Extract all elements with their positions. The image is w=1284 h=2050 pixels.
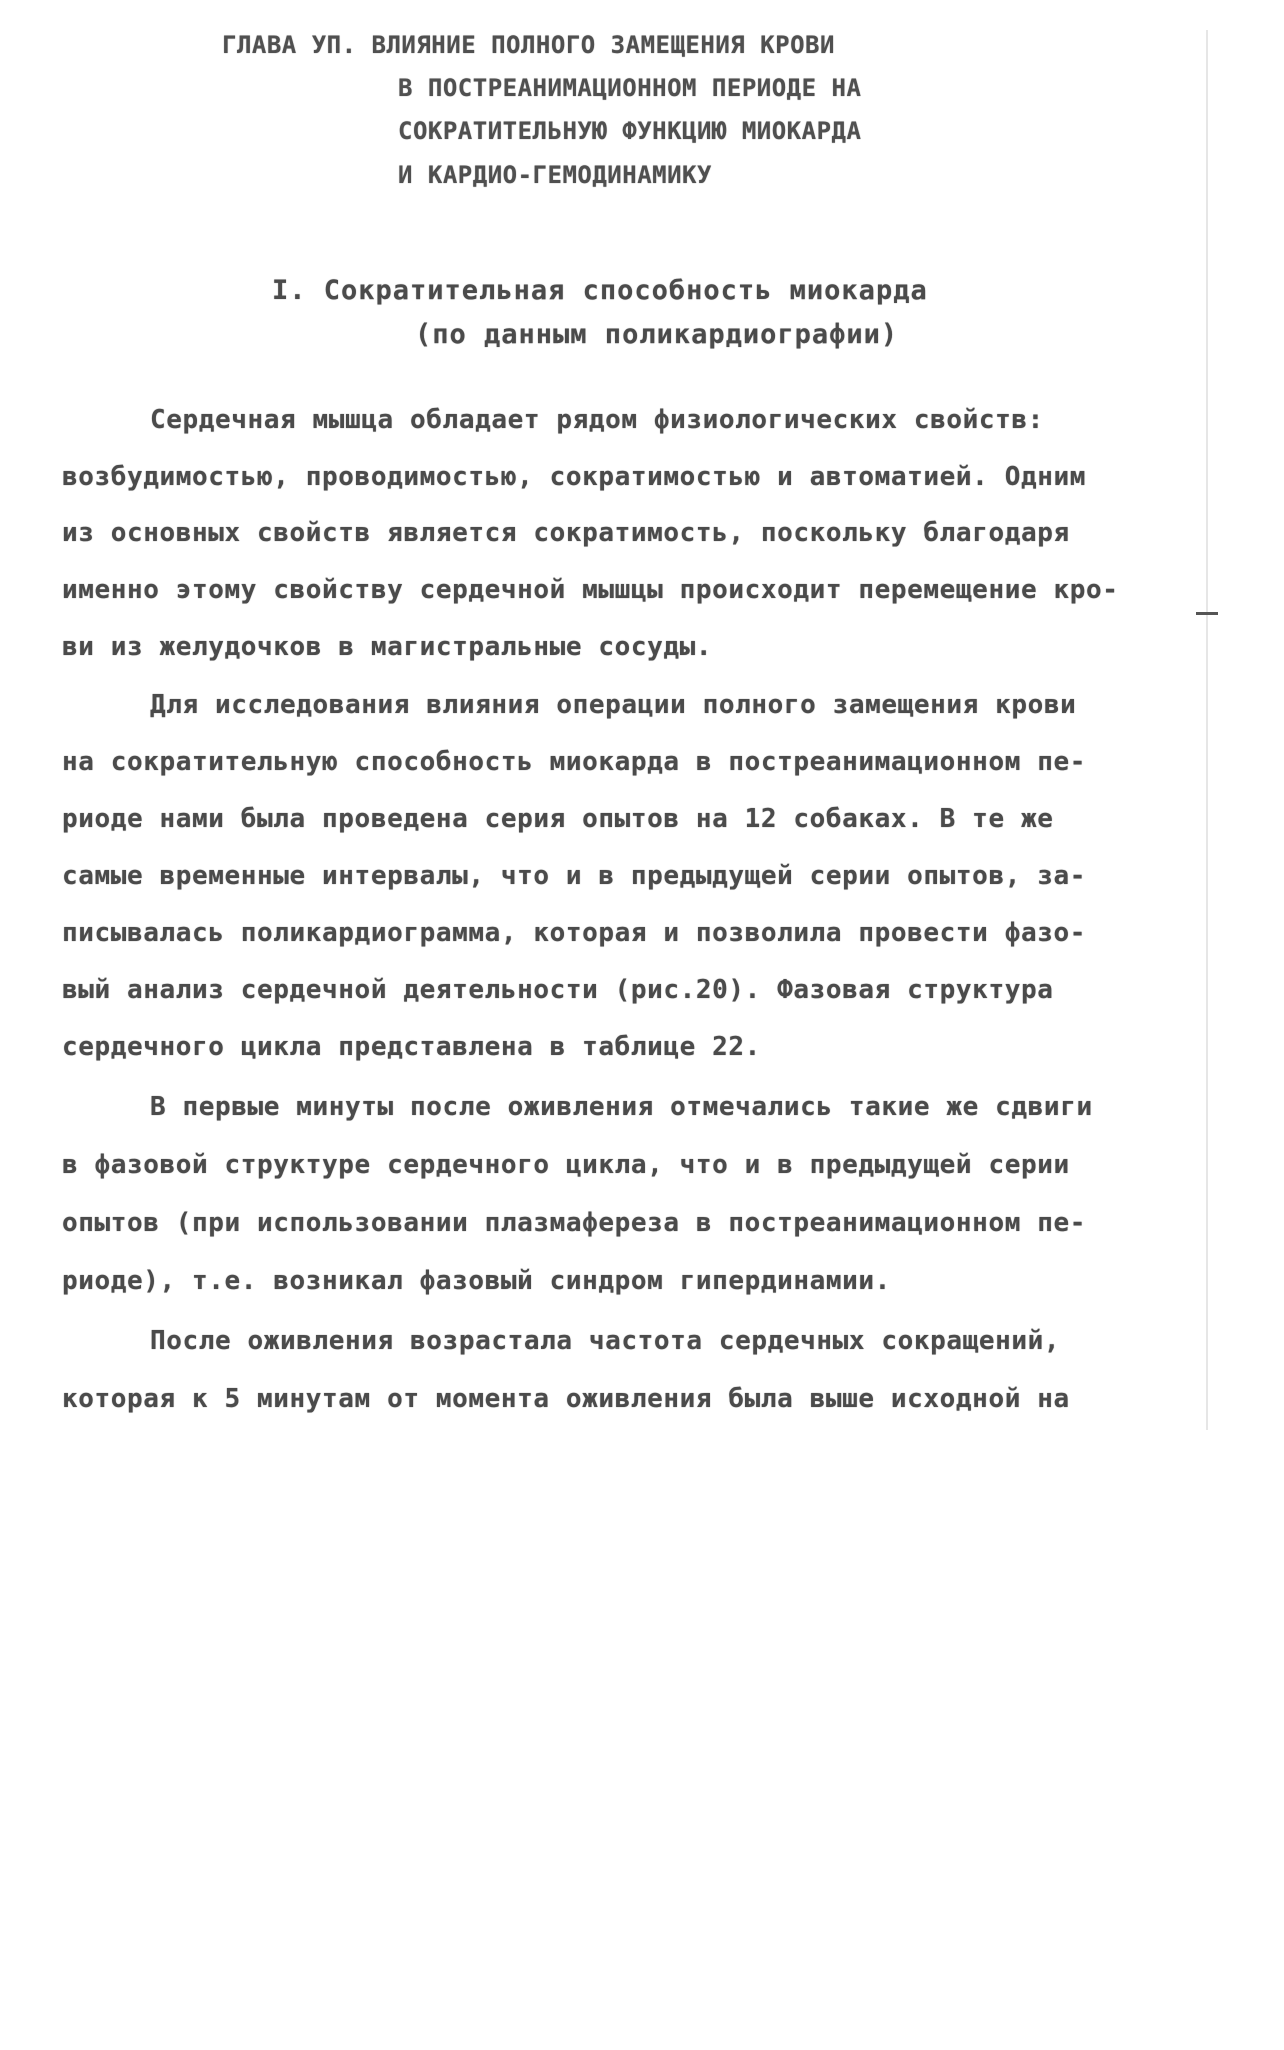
text-line: писывалась поликардиограмма, которая и позволила провести фазо- [62, 918, 1086, 948]
text-line: именно этому свойству сердечной мышцы происходит перемещение кро- [62, 575, 1119, 605]
text-line: ви из желудочков в магистральные сосуды. [62, 632, 713, 662]
page-edge [1206, 30, 1208, 1430]
text-line: Для исследования влияния операции полного замещения крови [150, 690, 1077, 720]
text-line: В первые минуты после оживления отмечались такие же сдвиги [150, 1092, 1093, 1122]
chapter-heading-line: ГЛАВА УП. ВЛИЯНИЕ ПОЛНОГО ЗАМЕЩЕНИЯ КРОВИ [222, 31, 835, 59]
text-line: После оживления возрастала частота сердечных сокращений, [150, 1326, 1061, 1356]
text-line: в фазовой структуре сердечного цикла, что и в предыдущей серии [62, 1150, 1070, 1180]
margin-mark [1196, 612, 1218, 615]
chapter-heading-line: И КАРДИО-ГЕМОДИНАМИКУ [398, 161, 712, 189]
text-line: самые временные интервалы, что и в предыдущей серии опытов, за- [62, 861, 1086, 891]
text-line: опытов (при использовании плазмафереза в постреанимационном пе- [62, 1208, 1086, 1238]
text-line: на сократительную способность миокарда в постреанимационном пе- [62, 747, 1086, 777]
text-line: вый анализ сердечной деятельности (рис.20). Фазовая структура [62, 975, 1054, 1005]
text-line: из основных свойств является сократимость, поскольку благодаря [62, 518, 1070, 548]
chapter-heading-line: СОКРАТИТЕЛЬНУЮ ФУНКЦИЮ МИОКАРДА [398, 117, 862, 145]
section-heading-line: (по данным поликардиографии) [415, 319, 899, 350]
text-line: риоде), т.е. возникал фазовый синдром гипердинамии. [62, 1266, 891, 1296]
text-line: возбудимостью, проводимостью, сократимостью и автоматией. Одним [62, 462, 1086, 492]
section-heading-line: I. Сократительная способность миокарда [272, 275, 928, 306]
text-line: которая к 5 минутам от момента оживления была выше исходной на [62, 1384, 1070, 1414]
text-line: сердечного цикла представлена в таблице 22. [62, 1032, 761, 1062]
chapter-heading-line: В ПОСТРЕАНИМАЦИОННОМ ПЕРИОДЕ НА [398, 74, 862, 102]
text-line: Сердечная мышца обладает рядом физиологических свойств: [150, 405, 1044, 435]
text-line: риоде нами была проведена серия опытов на 12 собаках. В те же [62, 804, 1054, 834]
